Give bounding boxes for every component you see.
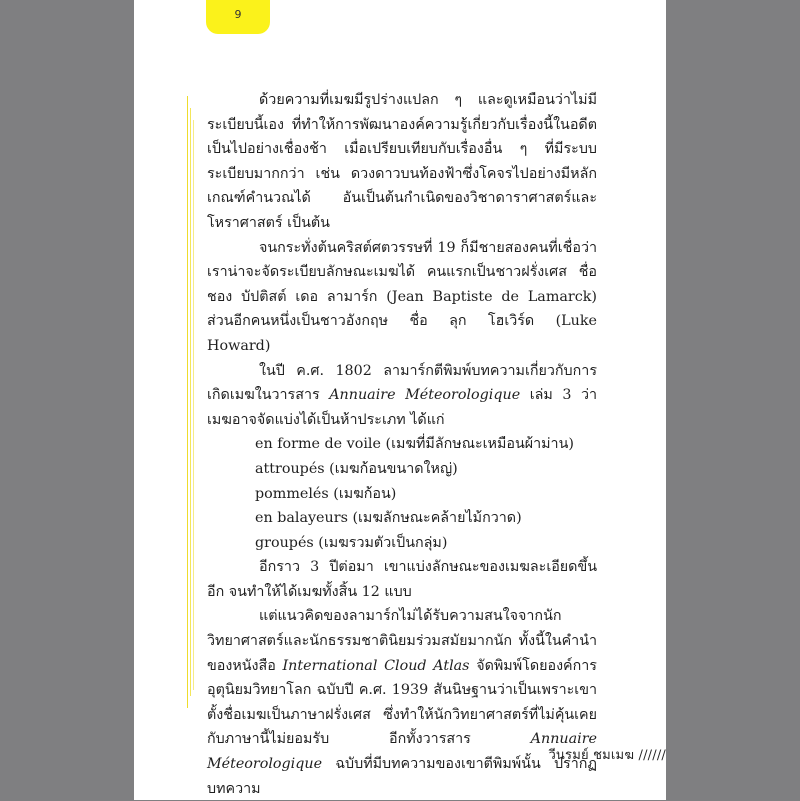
cloud-type-item: groupés (เมฆรวมตัวเป็นกลุ่ม) (255, 534, 448, 551)
page-number: 9 (234, 8, 242, 21)
paragraph (207, 88, 597, 236)
page-number-tab (206, 0, 270, 34)
cloud-type-item: pommelés (เมฆก้อน) (255, 485, 397, 502)
paragraph (207, 555, 597, 604)
text-segment: เล่ม 3 ว่า เมฆอาจจัดแบ่งได้เป็นห้าประเภท ได้แก่ (207, 387, 598, 428)
cloud-type-item: en forme de voile (เมฆที่มีลักษณะเหมือนผ้าม่าน) (255, 436, 574, 453)
paragraph (207, 236, 597, 359)
margin-decoration-line (187, 96, 188, 708)
running-footer: วีนรมย์ ชมเมฆ ////// (548, 748, 666, 763)
italic-title: Annuaire Méteorologique (329, 387, 521, 404)
text-segment: จนกระทั่งต้นคริสต์ศตวรรษที่ 19 ก็มีชายสองคนที่เชื่อว่าเราน่าจะจัดระเบียบลักษณะเมฆได้ คนแรกเป็นชาวฝรั่งเศส ชื่อ ชอง บัปติสต์ เดอ ลามาร์ก (Jean Baptiste de Lamarck) ส่วนอีกคนหนึ่งเป็นชาวอังกฤษ ชื่อ ลุก โฮเวิร์ด (Luke Howard) (207, 239, 597, 354)
text-segment: อีกราว 3 ปีต่อมา เขาแบ่งลักษณะของเมฆละเอียดขึ้นอีก จนทำให้ได้เมฆทั้งสิ้น 12 แบบ (207, 559, 597, 600)
text-segment: จัดพิมพ์โดยองค์การอุตุนิยมวิทยาโลก ฉบับปี ค.ศ. 1939 สันนิษฐานว่าเป็นเพราะเขาตั้งชื่อเมฆเป็นภาษาฝรั่งเศส ซึ่งทำให้นักวิทยาศาสตร์ที่ไม่คุ้นเคยกับภาษานี้ไม่ยอมรับ อีกทั้งวารสาร (207, 657, 597, 748)
margin-decoration-line (193, 120, 194, 690)
text-segment: ในปี ค.ศ. 1802 ลามาร์กตีพิมพ์บทความเกี่ยวกับการเกิดเมฆในวารสาร (207, 362, 597, 404)
book-page (134, 0, 666, 800)
cloud-type-list (207, 432, 597, 555)
cloud-type-item: attroupés (เมฆก้อนขนาดใหญ่) (255, 460, 458, 477)
italic-title: Annuaire Méteorologique (207, 731, 597, 773)
body-text (207, 88, 597, 801)
paragraph (207, 604, 597, 801)
text-segment: ด้วยความที่เมฆมีรูปร่างแปลก ๆ และดูเหมือนว่าไม่มีระเบียบนี้เอง ที่ทำให้การพัฒนาองค์ความรู้เกี่ยวกับเรื่องนี้ในอดีตเป็นไปอย่างเชื่องช้า เมื่อเปรียบเทียบกับเรื่องอื่น ๆ ที่มีระบบระเบียบมากกว่า เช่น ดวงดาวบนท้องฟ้าซึ่งโคจรไปอย่างมีหลักเกณฑ์คำนวณได้ อันเป็นต้นกำเนิดของวิชาดาราศาสตร์และโหราศาสตร์ เป็นต้น (207, 92, 597, 231)
text-segment: แต่แนวคิดของลามาร์กไม่ได้รับความสนใจจากนักวิทยาศาสตร์และนักธรรมชาตินิยมร่วมสมัยมากนัก ทั้งนี้ในคำนำของหนังสือ (207, 608, 597, 674)
paragraph-group (207, 88, 597, 432)
italic-title: International Cloud Atlas (282, 657, 470, 674)
margin-decoration-line (190, 108, 191, 696)
cloud-type-item: en balayeurs (เมฆลักษณะคล้ายไม้กวาด) (255, 510, 522, 527)
text-segment: ฉบับที่มีบทความของเขาตีพิมพ์นั้น ปรากฏบทความ (207, 756, 597, 797)
paragraph (207, 359, 597, 433)
